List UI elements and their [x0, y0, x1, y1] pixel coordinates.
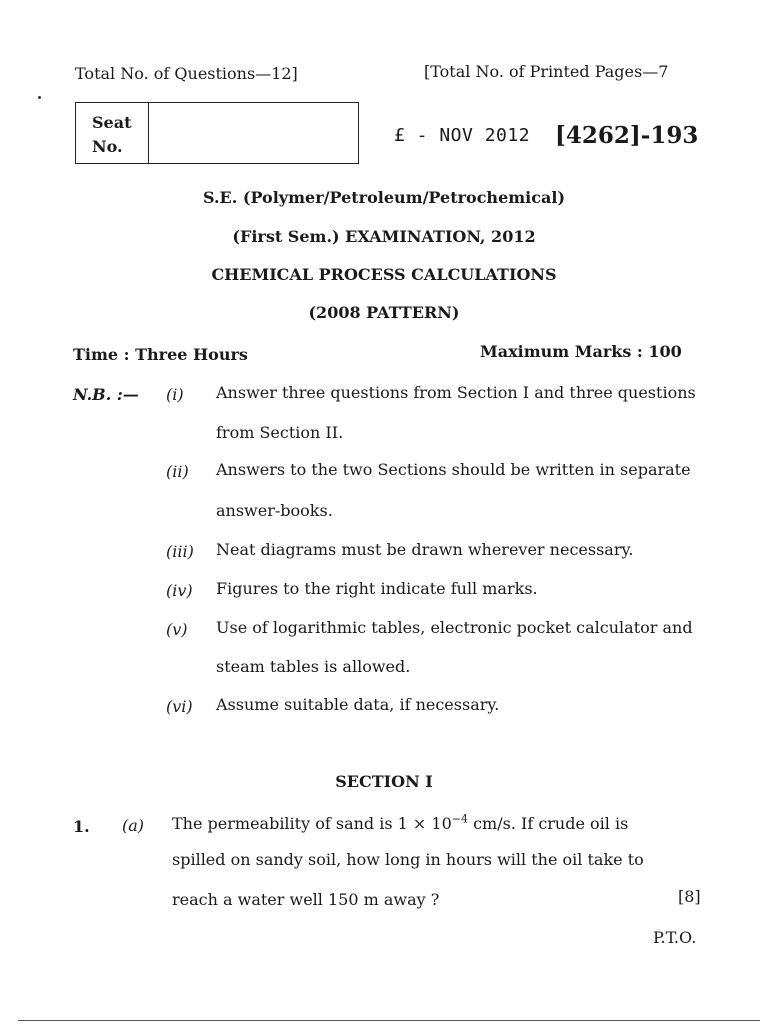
instruction-text: Assume suitable data, if necessary.: [216, 695, 500, 714]
instruction-number: (ii): [166, 462, 189, 481]
question-marks: [8]: [678, 887, 701, 906]
nb-label: N.B. :—: [73, 385, 139, 404]
instruction-text: Neat diagrams must be drawn wherever necessary.: [216, 540, 634, 559]
instruction-number: (iv): [166, 581, 193, 600]
instruction-text: Answer three questions from Section I and three questions: [216, 383, 696, 402]
instruction-text: Use of logarithmic tables, electronic pocket calculator and: [216, 618, 693, 637]
exam-title: (First Sem.) EXAMINATION, 2012: [232, 227, 536, 246]
course-title: S.E. (Polymer/Petroleum/Petrochemical): [202, 188, 566, 207]
please-turn-over: P.T.O.: [653, 928, 697, 947]
total-questions: Total No. of Questions—12]: [75, 64, 298, 83]
instruction-text: answer-books.: [216, 501, 333, 520]
seat-divider: [148, 103, 149, 163]
page-bottom-rule: [18, 1020, 760, 1021]
instruction-text: from Section II.: [216, 423, 344, 442]
pattern-title: (2008 PATTERN): [308, 303, 460, 322]
instruction-text: steam tables is allowed.: [216, 657, 411, 676]
scan-speck: [38, 96, 41, 99]
date-stamp: £ - NOV 2012: [394, 125, 531, 146]
paper-code: [4262]-193: [555, 122, 699, 149]
question-text-line-1: The permeability of sand is $1 \times 10^{-4}$ cm/s. If crude oil is: [172, 812, 629, 833]
instruction-number: (vi): [166, 697, 193, 716]
question-part: (a): [122, 816, 145, 835]
instruction-text: Figures to the right indicate full marks.: [216, 579, 538, 598]
instruction-text: Answers to the two Sections should be written in separate: [216, 460, 691, 479]
question-number: 1.: [73, 817, 90, 836]
question-text-line-2: spilled on sandy soil, how long in hours will the oil take to: [172, 850, 644, 869]
seat-number-box: [75, 102, 359, 164]
seat-label: Seat No.: [92, 113, 132, 156]
instruction-number: (v): [166, 620, 188, 639]
maximum-marks: Maximum Marks : 100: [480, 342, 682, 361]
subject-title: CHEMICAL PROCESS CALCULATIONS: [211, 265, 557, 284]
instruction-number: (i): [166, 385, 184, 404]
section-heading: SECTION I: [335, 772, 433, 791]
question-text-line-3: reach a water well 150 m away ?: [172, 890, 440, 909]
time-allowed: Time : Three Hours: [73, 345, 248, 364]
total-printed-pages: [Total No. of Printed Pages—7: [424, 62, 669, 81]
instruction-number: (iii): [166, 542, 194, 561]
